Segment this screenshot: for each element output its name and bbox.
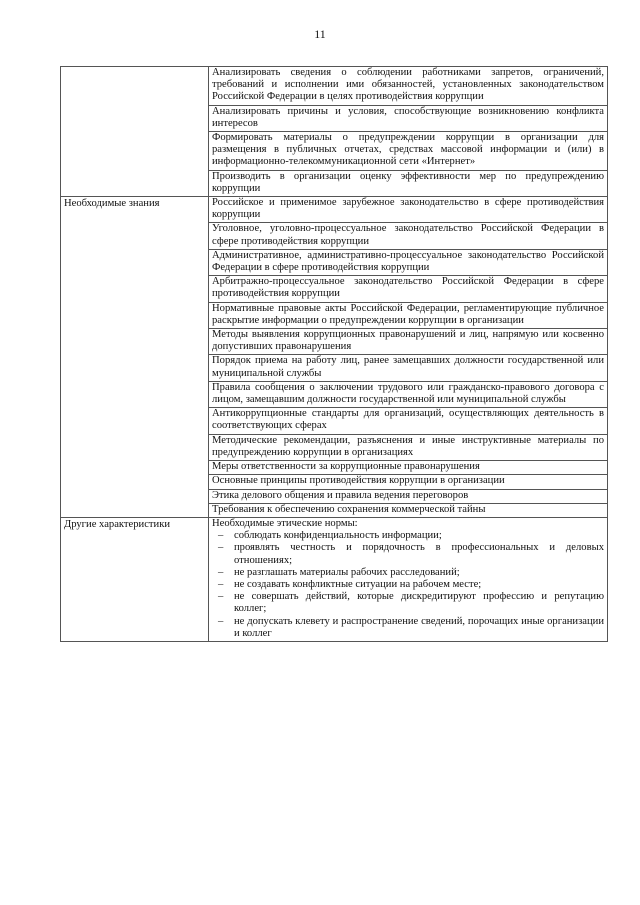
table-row bbox=[61, 517, 608, 641]
row-label-knowledge: Необходимые знания bbox=[61, 197, 209, 518]
table-row bbox=[61, 67, 608, 106]
table-cell: Основные принципы противодействия коррупции в организации bbox=[209, 475, 608, 489]
list-item: – не создавать конфликтные ситуации на рабочем месте; bbox=[218, 578, 482, 590]
table-cell: Меры ответственности за коррупционные правонарушения bbox=[209, 461, 608, 475]
table-cell: Анализировать причины и условия, способствующие возникновению конфликта интересов bbox=[209, 105, 608, 131]
list-item: – не совершать действий, которые дискредитируют профессию и репутацию коллег; bbox=[218, 591, 604, 615]
list-item: – соблюдать конфиденциальность информации; bbox=[218, 530, 442, 542]
list-item-text: не совершать действий, которые дискредитируют профессию и репутацию коллег; bbox=[234, 591, 604, 615]
list-item: – проявлять честность и порядочность в профессиональных и деловых отношениях; bbox=[218, 542, 604, 566]
table-cell: Анализировать сведения о соблюдении работниками запретов, ограничений, требований и исполнении ими обязанностей, установленных законодательством Российской Федерации в целях противодействия коррупции bbox=[209, 67, 608, 106]
list-item-text: не разглашать материалы рабочих расследований; bbox=[234, 566, 460, 578]
table-row bbox=[61, 197, 608, 223]
table-cell: Методические рекомендации, разъяснения и иные инструктивные материалы по предупреждению коррупции в организациях bbox=[209, 434, 608, 460]
table-cell: Антикоррупционные стандарты для организаций, осуществляющих деятельность в соответствующих сферах bbox=[209, 408, 608, 434]
table-cell: Российское и применимое зарубежное законодательство в сфере противодействия коррупции bbox=[209, 197, 608, 223]
list-item: – не допускать клевету и распространение сведений, порочащих иные организации и коллег bbox=[218, 615, 604, 639]
table-cell: Методы выявления коррупционных правонарушений и лиц, напрямую или косвенно допустивших правонарушения bbox=[209, 329, 608, 355]
table-cell: Порядок приема на работу лиц, ранее замещавших должности государственной или муниципальной службы bbox=[209, 355, 608, 381]
table-cell: Арбитражно-процессуальное законодательство Российской Федерации в сфере противодействия коррупции bbox=[209, 276, 608, 302]
table-cell: Производить в организации оценку эффективности мер по предупреждению коррупции bbox=[209, 170, 608, 196]
table-cell: Правила сообщения о заключении трудового или гражданско-правового договора с лицом, замещавшим должности государственной или муниципальной службы bbox=[209, 381, 608, 407]
list-item-text: соблюдать конфиденциальность информации; bbox=[234, 530, 442, 542]
list-item-text: не создавать конфликтные ситуации на рабочем месте; bbox=[234, 578, 482, 590]
page-number: 11 bbox=[314, 27, 326, 41]
table-cell: Административное, административно-процессуальное законодательство Российской Федерации в сфере противодействия коррупции bbox=[209, 249, 608, 275]
table-cell: Формировать материалы о предупреждении коррупции в организации для размещения в публичных отчетах, средствах массовой информации и (или) в информационно-телекоммуникационной сети «Интернет» bbox=[209, 132, 608, 171]
requirements-table bbox=[60, 66, 608, 642]
list-item-text: проявлять честность и порядочность в профессиональных и деловых отношениях; bbox=[234, 542, 604, 566]
list-item: – не разглашать материалы рабочих расследований; bbox=[218, 566, 460, 578]
list-item-text: не допускать клевету и распространение сведений, порочащих иные организации и коллег bbox=[234, 615, 604, 639]
table-cell: Этика делового общения и правила ведения переговоров bbox=[209, 489, 608, 503]
row-label-other: Другие характеристики bbox=[61, 517, 209, 641]
table-cell: Нормативные правовые акты Российской Федерации, регламентирующие публичное раскрытие информации о предупреждении коррупции в организации bbox=[209, 302, 608, 328]
ethics-list bbox=[212, 530, 604, 640]
ethics-intro: Необходимые этические нормы: bbox=[212, 517, 358, 529]
ethics-cell bbox=[209, 517, 608, 641]
table-cell: Уголовное, уголовно-процессуальное законодательство Российской Федерации в сфере противодействия коррупции bbox=[209, 223, 608, 249]
table-cell: Требования к обеспечению сохранения коммерческой тайны bbox=[209, 503, 608, 517]
row-label bbox=[61, 67, 209, 197]
